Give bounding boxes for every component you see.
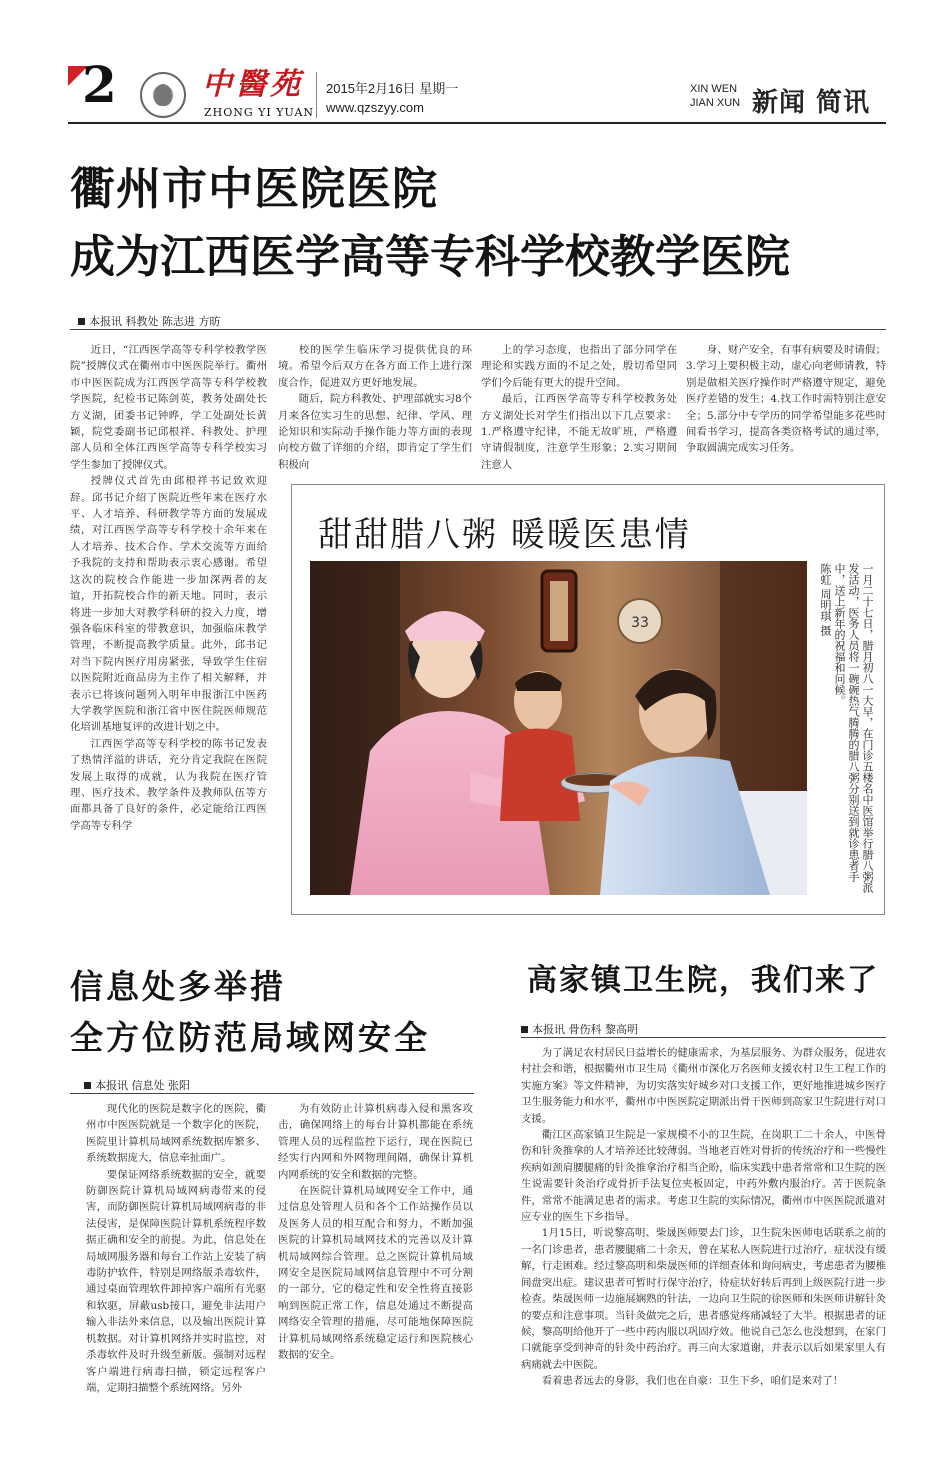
article1-col4-para: 身、财产安全，有事有病要及时请假；3.学习上要积极主动，虚心向老师请教，特别是做相关医疗操作时严格遵守规定，避免医疗差错的发生；4.找工作时需特别注意安全；5.部分中专学历的同学希望能多花些时间看书学习，提高各类资格考试的通过率，争取圆满完成实习任务。 (686, 344, 886, 455)
article2-byline (84, 1077, 190, 1093)
brand-name-cn: 中醫苑 (202, 67, 304, 102)
article2-col1-para: 要保证网络系统数据的安全，就要防御医院计算机局域网病毒带来的侵害，而防御医院计算机局域网病毒的非法侵害，是保障医院计算机系统程序数据正确和安全的前提。为此，信息处在局域网服务器和每台工作站上安装了病毒防护软件，特别是网络版杀毒软件，通过桌面管理软件卸掉客户端所有光驱和软驱，屏蔽usb接口，避免非法用户输入非法外来信息，以及输出医院计算机数据。对计算机网络并实时监控，对杀毒软件及时升级至新版。强制对远程客户端进行病毒扫描，锁定远程客户端，定期扫描整个系统网络。另外 (86, 1168, 266, 1394)
byline-square-icon (78, 318, 85, 325)
article2-col1-para: 现代化的医院是数字化的医院，衢州市中医医院就是一个数字化的医院，医院里计算机局域网系统数据库繁多、系统数据庞大，信息牵扯面广。 (86, 1103, 266, 1165)
brand-name-en: ZHONG YI YUAN (204, 106, 315, 119)
article1-title-line2: 成为江西医学高等专科学校教学医院 (70, 230, 791, 283)
masthead-divider (316, 72, 317, 118)
article2-col2-para: 在医院计算机局域网安全工作中，通过信息处管理人员和各个工作站操作员以及医务人员的相互配合和努力，不断加强医院的计算机局域网技术的完善以及计算机局域网综合管理。总之医院计算机局域网安全是医院局域网信息管理中不可分割的一部分，它的稳定性和安全性将直接影响到医院正常工作，信息处通过不断提高网络安全管理的措施，尽可能地保障医院计算机局域网络系统稳定运行和医院核心数据的安全。 (278, 1185, 473, 1362)
article1-col3-para: 上的学习态度，也指出了部分同学在理论和实践方面的不足之处，殷切希望同学们今后能有更大的提升空间。 (481, 344, 677, 389)
article1-byline-text: 本报讯 科教处 陈志进 方昉 (89, 315, 221, 328)
photo-feature-box (291, 484, 885, 915)
article1-rule (70, 329, 886, 330)
masthead-rule (68, 122, 886, 124)
byline-square-icon (84, 1082, 91, 1089)
photo-nurse-serving-porridge (310, 561, 807, 895)
page-number: 2 (82, 55, 117, 114)
photo-credit: 陈虹 周明琪 摄 (819, 563, 832, 636)
article1-col2-para: 校的医学生临床学习提供优良的环境。希望今后双方在各方面工作上进行深度合作，促进双方更好地发展。 (278, 344, 472, 389)
article1-column-2 (278, 342, 472, 471)
article1-title-line1: 衢州市中医院医院 (70, 162, 439, 215)
article1-col1-para: 授牌仪式首先由邱根祥书记致欢迎辞。邱书记介绍了医院近些年来在医疗水平、人才培养、科研教学等方面的发展成绩，对江西医学高等专科学校十余年来在人才培养、技术合作、学术交流等方面给予我院的支持和帮助表示衷心感谢。希望这次的院校合作能进一步加深两者的友谊，开拓院校合作的新天地。同时，表示将进一步加大对教学科研的投入力度，增强各临床科室的带教意识，加强临床教学管理，不断提高教学质量。此外，邱书记对当下院内医疗用房紧张，导致学生住宿以医院附近商品房为主作了相关解释，并表示已将该问题列入明年申报浙江中医药大学教学医院和浙江省中医住院医师规范化培训基地复评的改进计划之中。 (70, 475, 267, 734)
section-name-en (690, 82, 740, 110)
article1-col1-para: 近日，“江西医学高等专科学校教学医院”授牌仪式在衢州市中医医院举行。衢州市中医医院成为江西医学高等专科学校教学医院，纪检书记陈剑英，教务处副处长方义湖，团委书记钟晔，学工处副处长黄颖，院党委副书记邱根祥、科教处、护理部人员和全体江西医学高等专科学校实习学生参加了授牌仪式。 (70, 344, 267, 471)
article3-para: 衢江区高家镇卫生院是一家规模不小的卫生院，在岗职工二十余人，中医骨伤和针灸推拿的人才培养还比较薄弱。当地老百姓对骨折的传统治疗和一些慢性疾病如颈肩腰腿痛的针灸推拿治疗相当企盼，临床实践中患者常常和卫生院的医生说需要针灸治疗或骨折手法复位夹板固定，中药外敷内服治疗。苦于医院条件，常常不能满足患者的需求。考虑卫生院的实际情况，衢州市中医医院派遣对应专业的医生下乡指导。 (521, 1129, 886, 1224)
page-number-block (68, 55, 118, 118)
article2-column-2 (278, 1101, 473, 1446)
article3-column (521, 1045, 886, 1445)
article1-column-3 (481, 342, 677, 471)
article1-byline (78, 313, 221, 329)
website-link[interactable]: www.qzszyy.com (326, 100, 424, 115)
article1-col1-para: 江西医学高等专科学校的陈书记发表了热情洋溢的讲话，充分肯定我院在医院发展上取得的成就，认为我院在医疗管理、医疗技术、教学条件及教师队伍等方面都具备了良好的条件，必定能给江西医学高等专科学 (70, 737, 267, 832)
article1-col3-para: 最后，江西医学高等专科学校教务处方义湖处长对学生们指出以下几点要求：1.严格遵守纪律，不能无故旷班，严格遵守请假制度，注意学生形象；2.实习期间注意人 (481, 393, 677, 471)
photo-illustration (310, 561, 807, 895)
article3-byline-text: 本报讯 骨伤科 黎高明 (532, 1023, 638, 1036)
section-name-cn: 新闻 简讯 (752, 88, 871, 118)
byline-square-icon (521, 1026, 528, 1033)
masthead (0, 0, 940, 125)
issue-date: 2015年2月16日 星期一 (326, 81, 459, 96)
section-en-line2: JIAN XUN (690, 97, 741, 109)
photo-caption (816, 563, 874, 895)
article3-para: 为了满足农村居民日益增长的健康需求，为基层服务、为群众服务，促进农村社会和谐，根据衢州市卫生局《衢州市深化万名医师支援农村卫生工程工作的实施方案》等文件精神，为切实落实好城乡对口支援工作，更好地推进城乡医疗卫生服务能力和水平，衢州市中医医院定期派出骨干医师到高家卫生院进行对口支援。 (521, 1047, 886, 1125)
photo-caption-text: 一月二十七日，腊月初八一大早，在门诊五楼名中医馆举行腊八粥派发活动，医务人员将一碗碗热气腾腾的腊八粥分别送到就诊患者手中，送上新年的祝福和问候。 (833, 563, 874, 893)
hospital-seal-logo (140, 72, 186, 118)
article2-byline-text: 本报讯 信息处 张阳 (95, 1079, 190, 1092)
photo-feature-title: 甜甜腊八粥 暖暖医患情 (318, 515, 691, 555)
article3-byline (521, 1021, 638, 1037)
article1-column-4 (686, 342, 886, 457)
article2-col2-para: 为有效防止计算机病毒入侵和黑客攻击，确保网络上的每台计算机都能在系统管理人员的远程监控下运行，现在医院已经实行内网和外网物理间隔，确保计算机内网系统的安全和数据的完整。 (278, 1103, 473, 1181)
room-number-plate: 33 (631, 615, 649, 631)
article1-column-1 (70, 342, 267, 832)
article2-title-line1: 信息处多举措 (70, 967, 286, 1006)
section-en-line1: XIN WEN (690, 83, 738, 95)
article1-col2-para: 随后，院方科教处、护理部就实习8个月来各位实习生的思想、纪律、学风、理论知识和实际动手操作能力等方面的表现向校方做了详细的介绍，即肯定了学生们积极向 (278, 393, 472, 471)
article3-rule (521, 1037, 886, 1038)
article3-para: 1月15日，听说黎高明、柴晟医师要去门诊，卫生院朱医师电话联系之前的一名门诊患者，患者腰腿痛二十余天，曾在某私人医院进行过治疗，症状没有缓解，行走困难。经过黎高明和柴晟医师的详细查体和询问病史，考虑患者为腰椎间盘突出症。建议患者可暂时行保守治疗，待症状好转后再到上级医院行进一步检查。柴晟医师一边施展娴熟的针法，一边向卫生院的徐医师和朱医师讲解针灸的要点和注意事项。当针灸做完之后，患者感觉疼痛减轻了大半。根据患者的证候，黎高明给他开了一些中药内服以巩固疗效。他说自己怎么也没想到，在家门口就能享受到神奇的针灸中药治疗。再三向大家道谢，并表示以后如果家里人有病痛就去中医院。 (521, 1227, 886, 1371)
article2-title-line2: 全方位防范局域网安全 (70, 1018, 430, 1057)
article2-rule (70, 1093, 474, 1094)
article3-title: 高家镇卫生院，我们来了 (527, 963, 879, 998)
article2-column-1 (86, 1101, 266, 1446)
article3-para: 看着患者远去的身影，我们也在自豪：卫生下乡，咱们是来对了！ (541, 1375, 844, 1388)
